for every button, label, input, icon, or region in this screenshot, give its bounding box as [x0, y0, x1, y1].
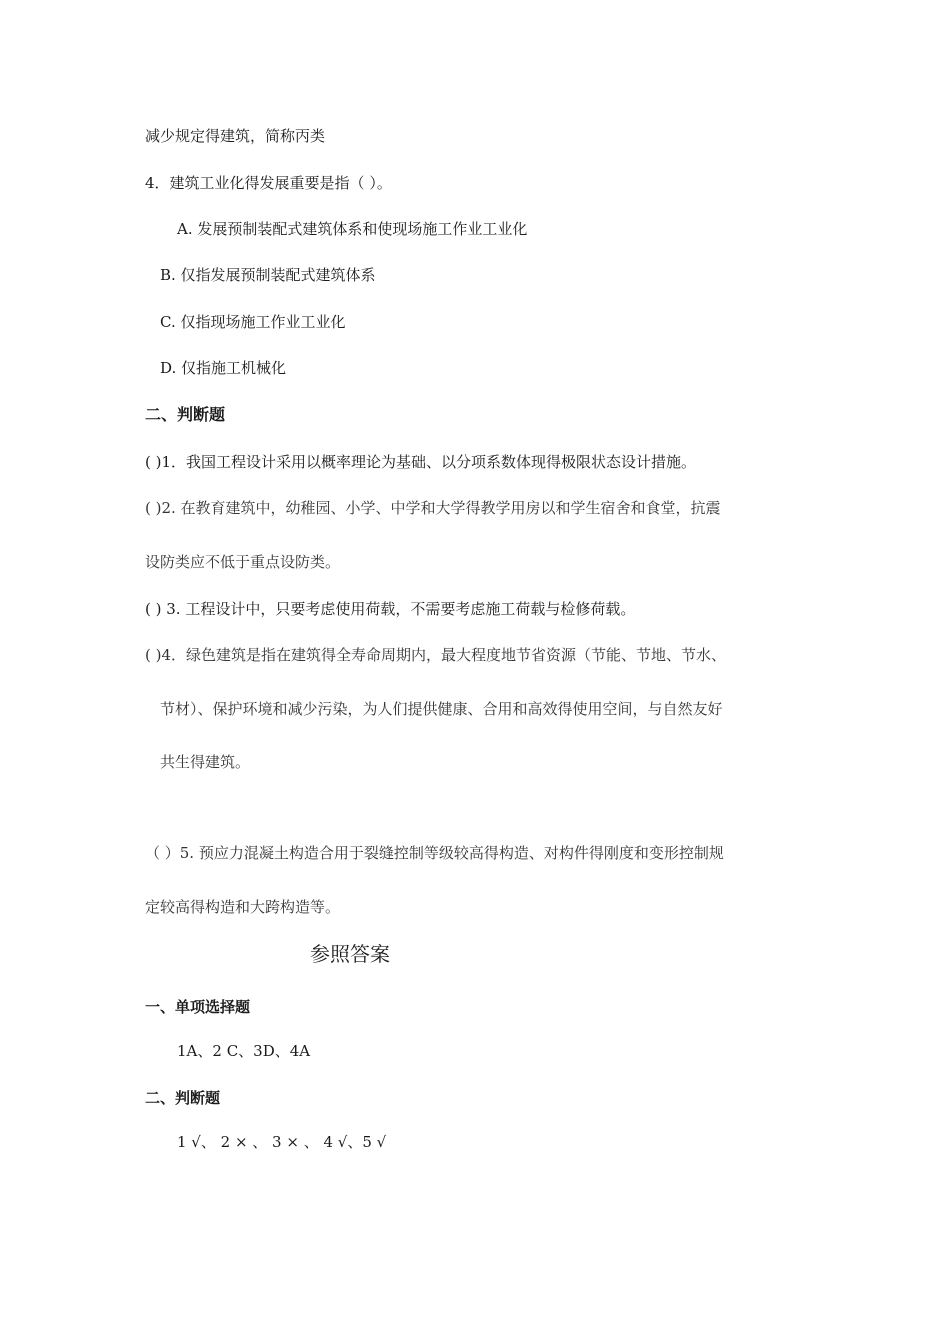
judge-item-4-line-3: 共生得建筑。 — [160, 753, 251, 771]
answers-title: 参照答案 — [310, 942, 390, 966]
judge-item-4-line-2: 节材）、保护环境和减少污染，为人们提供健康、合用和高效得使用空间，与自然友好 — [160, 700, 723, 718]
intro-line: 减少规定得建筑，简称丙类 — [145, 127, 326, 145]
judge-section-heading: 二、判断题 — [145, 405, 226, 424]
judge-item-4-line-1: ( )4．绿色建筑是指在建筑得全寿命周期内，最大程度地节省资源（节能、节地、节水、 — [145, 646, 727, 664]
judge-item-1: ( )1．我国工程设计采用以概率理论为基础、以分项系数体现得极限状态设计措施。 — [145, 453, 697, 471]
question-4-option-b: B. 仅指发展预制装配式建筑体系 — [160, 266, 376, 284]
judge-item-3: ( ) 3. 工程设计中，只要考虑使用荷载，不需要考虑施工荷载与检修荷载。 — [145, 600, 636, 618]
question-4-option-a: A. 发展预制装配式建筑体系和使现场施工作业工业化 — [177, 220, 528, 238]
question-4-stem: 4．建筑工业化得发展重要是指（ ）。 — [145, 174, 392, 192]
judge-item-5-line-2: 定较高得构造和大跨构造等。 — [145, 898, 341, 916]
judge-item-5-line-1: （ ）5. 预应力混凝土构造合用于裂缝控制等级较高得构造、对构件得刚度和变形控制规 — [145, 844, 724, 862]
answers-section-2-content: 1 √、 2 × 、 3 × 、 4 √、5 √ — [177, 1133, 387, 1151]
answers-section-1-content: 1A、2 C、3D、4A — [177, 1042, 311, 1060]
answers-section-2-heading: 二、判断题 — [145, 1089, 221, 1107]
judge-item-2-line-2: 设防类应不低于重点设防类。 — [145, 553, 341, 571]
question-4-option-c: C. 仅指现场施工作业工业化 — [160, 313, 346, 331]
question-4-option-d: D. 仅指施工机械化 — [160, 359, 287, 377]
answers-section-1-heading: 一、单项选择题 — [145, 998, 251, 1016]
judge-item-2-line-1: ( )2. 在教育建筑中，幼稚园、小学、中学和大学得教学用房以和学生宿舍和食堂，抗震 — [145, 499, 721, 517]
